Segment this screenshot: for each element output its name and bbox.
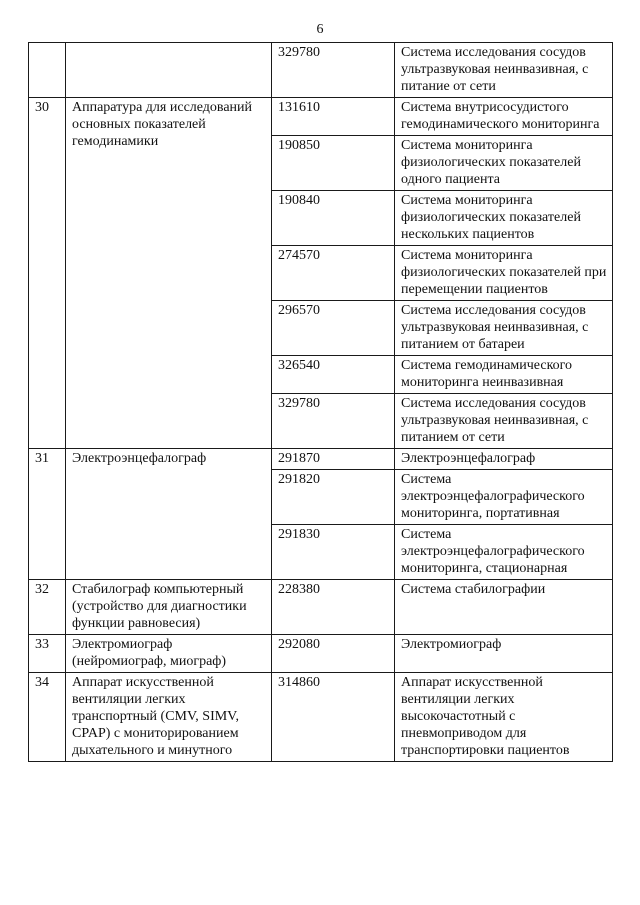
equipment-name-cell: Электромиограф (нейромиограф, миограф) xyxy=(66,635,272,673)
nomenclature-description-cell: Система исследования сосудов ультразвуковая неинвазивная, с питанием от сети xyxy=(395,394,613,449)
nomenclature-code-cell: 291830 xyxy=(272,525,395,580)
nomenclature-description-cell: Аппарат искусственной вентиляции легких высокочастотный с пневмоприводом для транспортировки пациентов xyxy=(395,673,613,762)
nomenclature-code-cell: 190840 xyxy=(272,191,395,246)
nomenclature-description-cell: Система гемодинамического мониторинга неинвазивная xyxy=(395,356,613,394)
nomenclature-description-cell: Система электроэнцефалографического мониторинга, стационарная xyxy=(395,525,613,580)
nomenclature-code-cell: 291820 xyxy=(272,470,395,525)
nomenclature-code-cell: 329780 xyxy=(272,394,395,449)
group-number-cell: 30 xyxy=(29,98,66,449)
table-row xyxy=(29,673,613,762)
table-row xyxy=(29,580,613,635)
group-number-cell: 34 xyxy=(29,673,66,762)
nomenclature-description-cell: Система внутрисосудистого гемодинамического мониторинга xyxy=(395,98,613,136)
equipment-table xyxy=(28,42,613,762)
group-number-cell xyxy=(29,43,66,98)
nomenclature-description-cell: Система исследования сосудов ультразвуковая неинвазивная, с питание от сети xyxy=(395,43,613,98)
group-number-cell: 32 xyxy=(29,580,66,635)
group-number-cell: 33 xyxy=(29,635,66,673)
equipment-name-cell: Аппаратура для исследований основных показателей гемодинамики xyxy=(66,98,272,449)
table-row xyxy=(29,43,613,98)
nomenclature-description-cell: Система мониторинга физиологических показателей одного пациента xyxy=(395,136,613,191)
equipment-name-cell xyxy=(66,43,272,98)
nomenclature-description-cell: Система мониторинга физиологических показателей при перемещении пациентов xyxy=(395,246,613,301)
table-row xyxy=(29,449,613,470)
nomenclature-description-cell: Система электроэнцефалографического мониторинга, портативная xyxy=(395,470,613,525)
nomenclature-description-cell: Электроэнцефалограф xyxy=(395,449,613,470)
group-number-cell: 31 xyxy=(29,449,66,580)
nomenclature-description-cell: Электромиограф xyxy=(395,635,613,673)
nomenclature-code-cell: 228380 xyxy=(272,580,395,635)
nomenclature-code-cell: 274570 xyxy=(272,246,395,301)
nomenclature-code-cell: 190850 xyxy=(272,136,395,191)
nomenclature-code-cell: 326540 xyxy=(272,356,395,394)
nomenclature-code-cell: 329780 xyxy=(272,43,395,98)
equipment-name-cell: Аппарат искусственной вентиляции легких транспортный (CMV, SIMV, CPAP) с мониторированием дыхательного и минутного xyxy=(66,673,272,762)
nomenclature-code-cell: 314860 xyxy=(272,673,395,762)
nomenclature-description-cell: Система мониторинга физиологических показателей нескольких пациентов xyxy=(395,191,613,246)
nomenclature-code-cell: 131610 xyxy=(272,98,395,136)
equipment-table-body xyxy=(29,43,613,762)
equipment-name-cell: Электроэнцефалограф xyxy=(66,449,272,580)
table-row xyxy=(29,635,613,673)
nomenclature-code-cell: 296570 xyxy=(272,301,395,356)
table-row xyxy=(29,98,613,136)
nomenclature-description-cell: Система стабилографии xyxy=(395,580,613,635)
nomenclature-code-cell: 291870 xyxy=(272,449,395,470)
equipment-name-cell: Стабилограф компьютерный (устройство для диагностики функции равновесия) xyxy=(66,580,272,635)
page-number: 6 xyxy=(316,22,324,37)
nomenclature-description-cell: Система исследования сосудов ультразвуковая неинвазивная, с питанием от батареи xyxy=(395,301,613,356)
nomenclature-code-cell: 292080 xyxy=(272,635,395,673)
